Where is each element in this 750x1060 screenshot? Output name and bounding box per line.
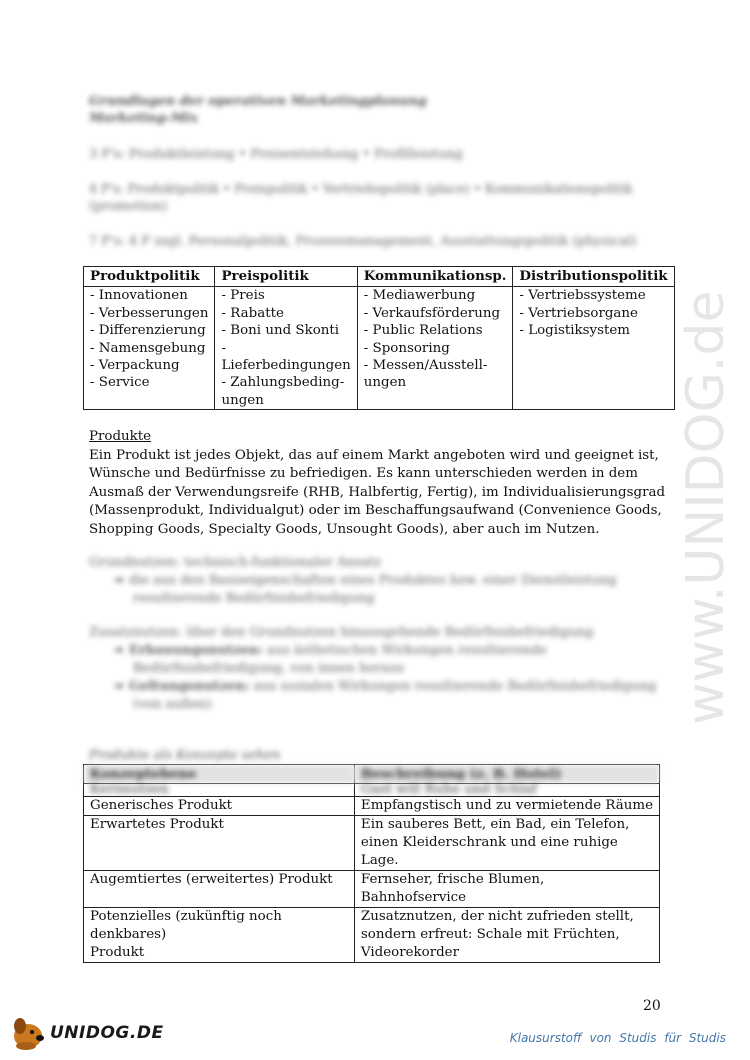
cell-desc: Gast will Ruhe und Schlaf [354,784,659,797]
header-kommunikationspolitik: Kommunikationsp. [357,267,513,287]
cell-desc [354,871,659,908]
paragraph-line: (Massenprodukt, Individualgut) oder im Beschaffungsaufwand (Convenience Goods, [89,503,662,519]
bullet-text: resultierende Bedürfnisbefriedigung [133,591,375,606]
cell-level: Kernnutzen [84,784,355,797]
header-distributionspolitik: Distributionspolitik [513,267,674,287]
list-item: - Preis [221,288,265,304]
section-subtitle: Marketing-Mix [89,111,198,126]
header-konzeptebene: Konzeptebene [84,765,355,784]
erbauungsnutzen-bullet [113,642,547,678]
arrow-icon: ➔ [113,679,124,694]
page-number: 20 [643,998,661,1014]
list-item: ungen [221,392,264,408]
list-item: - Logistiksystem [519,323,630,339]
cell-desc [354,816,659,871]
cell-level: Potenzielles (zukünftig noch denkbares) Produkt [84,908,355,963]
list-item: ungen [363,375,407,391]
geltungsnutzen-bullet [113,678,656,714]
konzept-title: Produkte als Konzepte sehen [89,748,281,763]
grundnutzen-bullet [113,572,617,608]
bullet-text: aus sozialen Wirkungen resultierende Bedürfnisbefriedigung [253,679,657,694]
cell-level: Generisches Produkt [84,797,355,816]
cell-level: Augemtiertes (erweitertes) Produkt [84,871,355,908]
cell-produktpolitik [84,287,215,410]
watermark [598,270,750,730]
paragraph-line: Ein Produkt ist jedes Objekt, das auf einem Markt angeboten wird und geeignet ist, [89,447,659,463]
list-item: - Vertriebsorgane [519,305,638,321]
logo-text: UNIDOG.DE [50,1023,164,1043]
list-item: - Innovationen [90,288,188,304]
list-item: - Verpackung [90,358,180,374]
bullet-label: Erbauungsnutzen: [129,643,263,658]
paragraph-line: Shopping Goods, Specialty Goods, Unsought Goods), aber auch im Nutzen. [89,521,600,537]
cell-level: Erwartetes Produkt [84,816,355,871]
list-item: - Namensgebung [90,340,206,356]
table-row [84,908,660,963]
line-7p: 7 P's: 4 P zzgl. Personalpolitik, Prozessmanagement, Ausstattungspolitik (physical) [89,234,637,249]
watermark-text: www.UNIDOG.de [676,290,736,725]
cell-kommunikationspolitik [357,287,513,410]
list-item: - Vertriebssysteme [519,288,646,304]
list-item: - Mediawerbung [363,288,476,304]
list-item: - Messen/Ausstell- [363,358,488,374]
arrow-icon: ➔ [113,643,124,658]
header-produktpolitik: Produktpolitik [84,267,215,287]
desc-line: Lage. [360,853,399,868]
paragraph-line: Ausmaß der Verwendungsreife (RHB, Halbfertig, Fertig), im Individualisierungsgrad [89,484,666,500]
bullet-label: Geltungsnutzen: [129,679,250,694]
table-row [84,797,660,816]
line-4p-cont: (promotion) [89,199,168,214]
bullet-text: (von außen) [133,697,212,712]
table-row [84,287,675,410]
produkte-title: Produkte [89,429,152,444]
desc-line: sondern erfreut: Schale mit Früchten, [360,927,620,942]
desc-line: Videorekorder [360,945,459,960]
list-item: - Differenzierung [90,323,206,339]
list-item: - Public Relations [363,323,483,339]
list-item: Lieferbedingungen [221,358,351,374]
table-row [84,784,660,797]
desc-line: einen Kleiderschrank und eine ruhige [360,835,618,850]
line-3p: 3 P's: Produktleistung • Preisentstehung • Profilleistung [89,147,463,162]
list-item: - Rabatte [221,305,284,321]
desc-line: Fernseher, frische Blumen, [360,872,545,887]
desc-line: Empfangstisch und zu vermietende Räume [360,798,653,813]
section-title: Grundlagen der operativen Marketingplanung [89,94,427,109]
table-row [84,871,660,908]
list-item: - Service [90,375,150,391]
arrow-icon: ➔ [113,573,124,588]
table-header-row [84,765,660,784]
desc-line: Ein sauberes Bett, ein Bad, ein Telefon, [360,817,630,832]
produkte-section [89,428,674,540]
grundnutzen-title: Grundnutzen: technisch-funktionaler Ansatz [89,555,382,570]
table-row [84,816,660,871]
list-item: - Verkaufsförderung [363,305,501,321]
table-header-row [84,267,675,287]
marketing-mix-table [83,266,675,410]
list-item: - Boni und Skonti [221,323,340,339]
list-item: - Verbesserungen [90,305,209,321]
bullet-text: aus ästhetischen Wirkungen resultierende [267,643,547,658]
concept-table [83,764,660,963]
footer-tagline: Klausurstoff von Studis für Studis [509,1031,726,1045]
header-preispolitik: Preispolitik [215,267,357,287]
list-item: - [221,340,227,356]
header-beschreibung: Beschreibung (z. B. Hotel) [354,765,659,784]
paragraph-line: Wünsche und Bedürfnisse zu befriedigen. Es kann unterschieden werden in dem [89,466,638,482]
bullet-text: die aus den Basiseigenschaften eines Produktes bzw. einer Dienstleistung [129,573,617,588]
bullet-text: Bedürfnisbefriedigung, von innen heraus [133,661,405,676]
zusatznutzen-title: Zusatznutzen: über den Grundnutzen hinausgehende Bedürfnisbefriedigung [89,625,594,640]
cell-desc [354,908,659,963]
cell-preispolitik [215,287,357,410]
list-item: - Zahlungsbeding- [221,375,345,391]
line-4p: 4 P's: Produktpolitik • Preispolitik • Vertriebspolitik (place) • Kommunikationspolitik [89,181,633,196]
cell-desc [354,797,659,816]
desc-line: Bahnhofservice [360,890,467,905]
list-item: - Sponsoring [363,340,450,356]
desc-line: Zusatznutzen, der nicht zufrieden stellt, [360,909,634,924]
